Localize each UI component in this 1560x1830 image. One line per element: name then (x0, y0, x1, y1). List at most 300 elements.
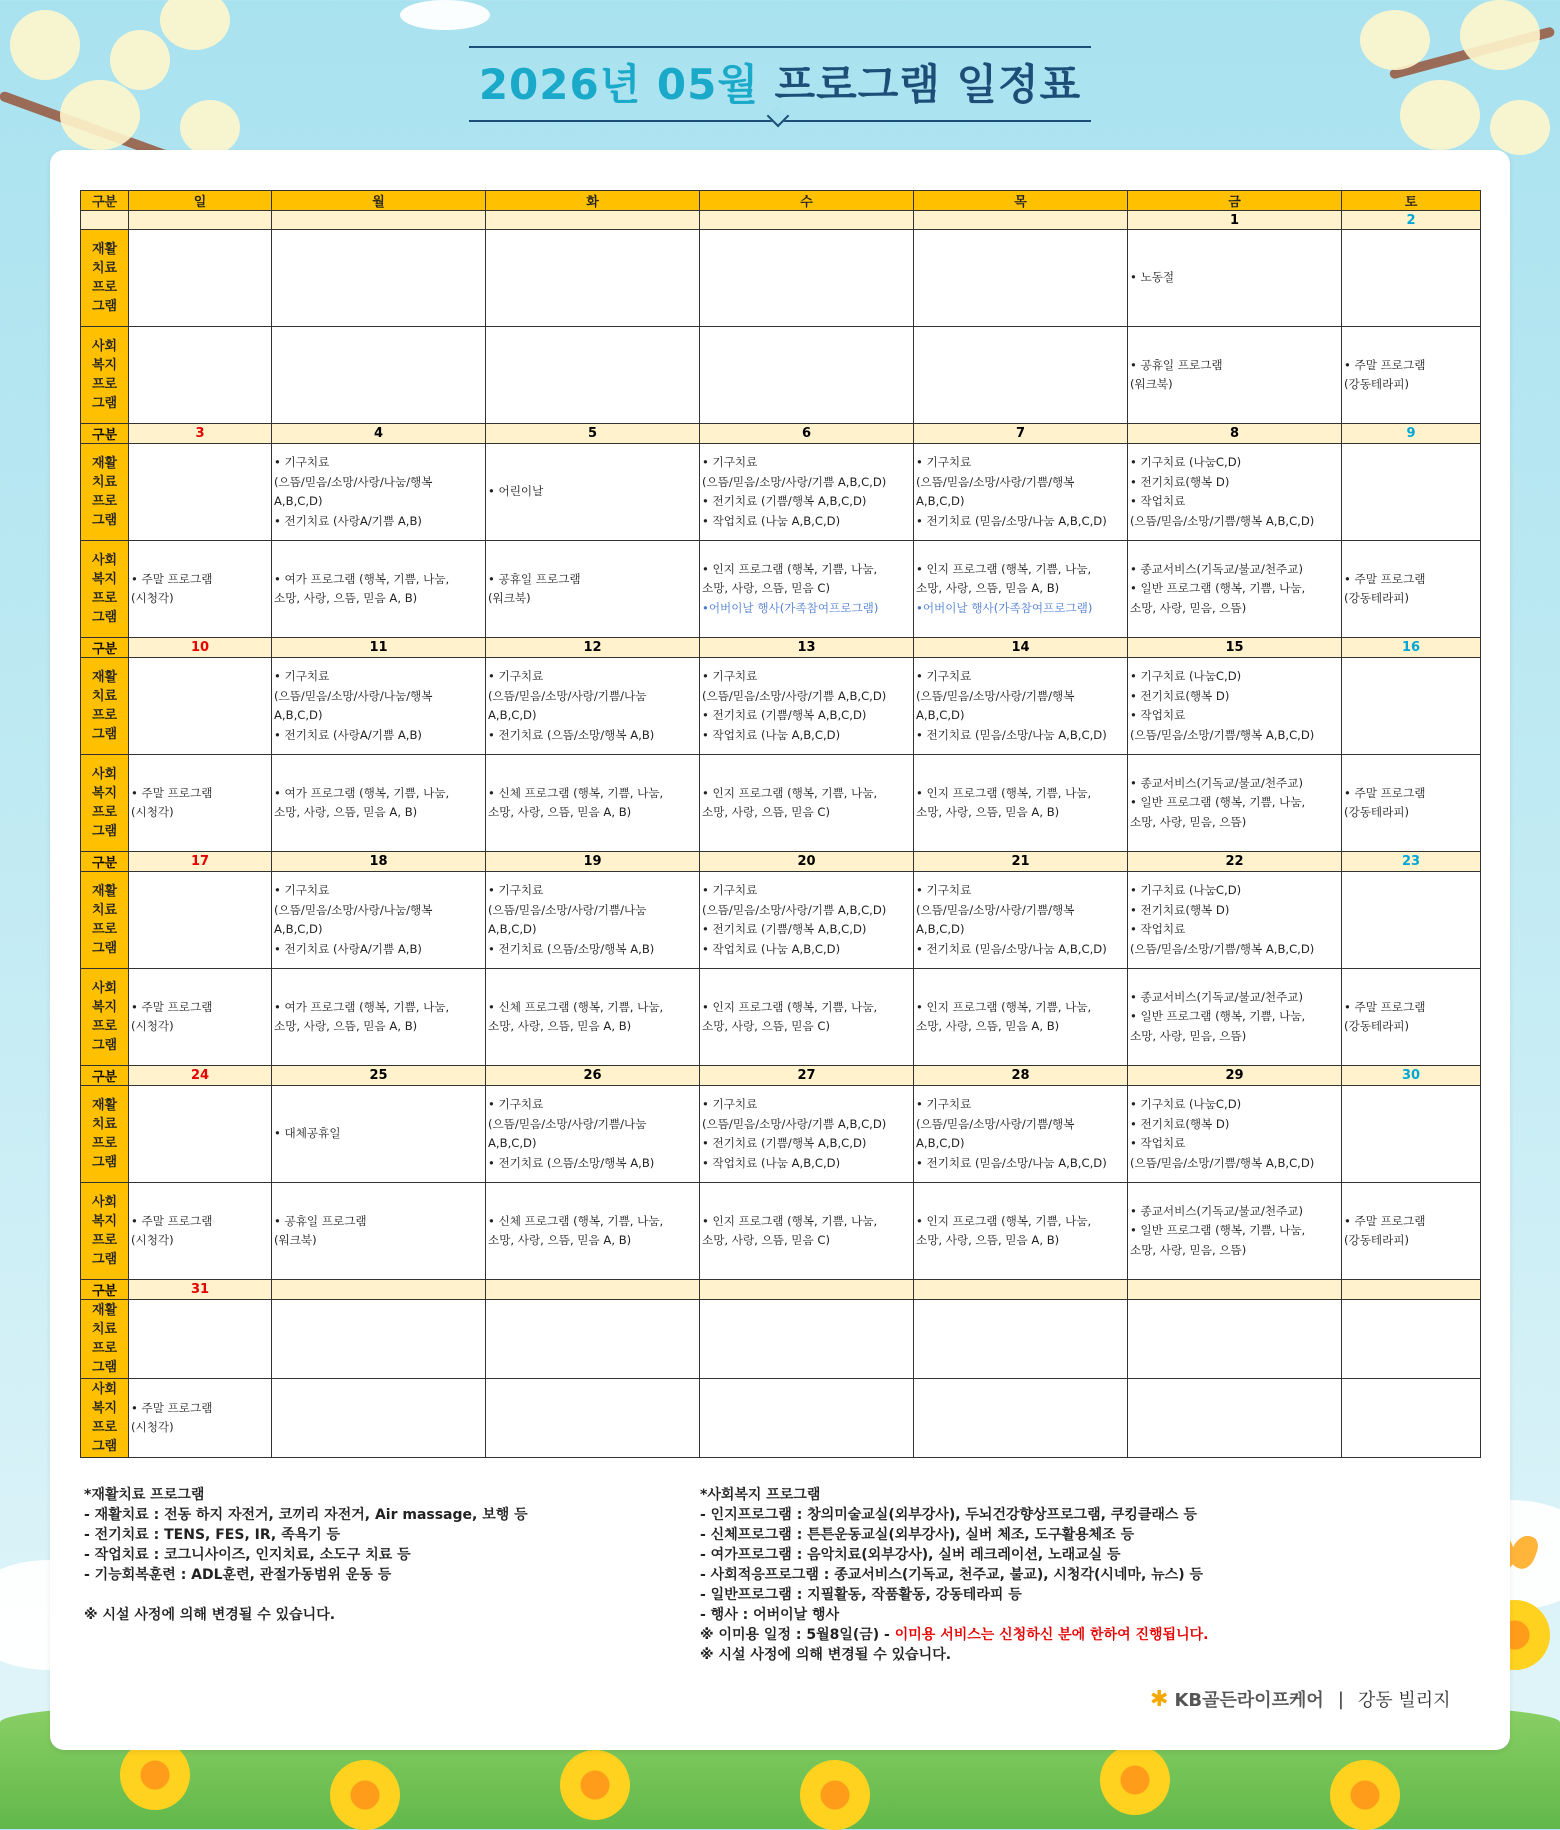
program-line: (으뜸/믿음/소망/사랑/기쁨/나눔 (488, 1116, 647, 1131)
program-line: (으뜸/믿음/소망/사랑/기쁨 A,B,C,D) (702, 688, 887, 703)
social-label-line: 프로 (91, 1019, 118, 1034)
rehab-cell (1342, 1300, 1481, 1379)
date-cell: 23 (1342, 852, 1481, 872)
header-day: 수 (700, 191, 914, 211)
program-line: 소망, 사랑, 믿음, 으뜸) (1130, 1028, 1247, 1043)
title-date: 2026년 05월 (478, 60, 759, 109)
program-line: (워크북) (488, 591, 531, 605)
rehab-label-line: 치료 (91, 903, 118, 918)
social-cell (914, 755, 1128, 852)
program-line: • 작업치료 (나눔 A,B,C,D) (702, 1155, 841, 1170)
rehab-row (81, 872, 1481, 969)
program-line: 소망, 사랑, 으뜸, 믿음 A, B) (916, 1233, 1060, 1247)
rehab-label-line: 그램 (91, 1155, 118, 1170)
rehab-cell (1128, 230, 1342, 327)
social-cell (272, 969, 486, 1066)
social-label-line: 복지 (91, 1214, 118, 1229)
social-label-line: 사회 (91, 1382, 118, 1397)
social-row (81, 1379, 1481, 1458)
program-line: (강동테라피) (1344, 1233, 1410, 1247)
program-line: (으뜸/믿음/소망/사랑/기쁨 A,B,C,D) (702, 1116, 887, 1131)
notes-social-line: - 인지프로그램 : 창의미술교실(외부강사), 두뇌건강향상프로그램, 쿠킹클래스 등 (700, 1507, 1197, 1523)
notes-social-line: - 신체프로그램 : 튼튼운동교실(외부강사), 실버 체조, 도구활용체조 등 (700, 1527, 1135, 1543)
social-row (81, 1183, 1481, 1280)
program-line: • 기구치료 (702, 669, 758, 683)
rehab-cell (272, 230, 486, 327)
program-line: 소망, 사랑, 믿음, 으뜸) (1130, 600, 1247, 615)
rehab-cell (1342, 230, 1481, 327)
program-line: • 기구치료 (702, 1097, 758, 1111)
program-line: • 전기치료 (으뜸/소망/행복 A,B) (488, 1155, 655, 1170)
cloud-decoration (400, 0, 490, 30)
program-line: • 종교서비스(기독교/불교/천주교) (1130, 1203, 1303, 1218)
rehab-cell (129, 444, 272, 541)
social-cell (700, 755, 914, 852)
date-row-gubun: 구분 (81, 852, 129, 872)
rehab-cell (272, 872, 486, 969)
program-line: A,B,C,D) (916, 708, 965, 722)
date-cell: 24 (129, 1066, 272, 1086)
social-label-line: 사회 (91, 981, 118, 996)
rehab-label-line: 치료 (91, 475, 118, 490)
social-cell (272, 327, 486, 424)
program-line: (워크북) (1130, 377, 1173, 391)
date-row-gubun (81, 211, 129, 230)
program-line: • 기구치료 (나눔C,D) (1130, 883, 1242, 897)
rehab-label-line: 치료 (91, 1322, 118, 1337)
social-cell (1128, 1183, 1342, 1280)
rehab-cell (700, 230, 914, 327)
program-line: • 주말 프로그램 (1344, 1213, 1426, 1228)
program-line: (으뜸/믿음/소망/사랑/기쁨/행복 (916, 1116, 1075, 1131)
notes-social-line: - 사회적응프로그램 : 종교서비스(기독교, 천주교, 불교), 시청각(시네마, 뉴스) 등 (700, 1567, 1203, 1583)
program-line: • 인지 프로그램 (행복, 기쁨, 나눔, (916, 785, 1092, 800)
social-row (81, 327, 1481, 424)
program-line: 소망, 사랑, 믿음, 으뜸) (1130, 814, 1247, 829)
social-cell (700, 969, 914, 1066)
program-line: • 전기치료 (믿음/소망/나눔 A,B,C,D) (916, 941, 1107, 956)
social-cell (1128, 1379, 1342, 1458)
program-line: (으뜸/믿음/소망/기쁨/행복 A,B,C,D) (1130, 727, 1315, 742)
program-line: • 신체 프로그램 (행복, 기쁨, 나눔, (488, 785, 664, 800)
social-label-line: 사회 (91, 767, 118, 782)
program-line: • 주말 프로그램 (1344, 785, 1426, 800)
date-row (81, 852, 1481, 872)
program-line: • 공휴일 프로그램 (1130, 357, 1223, 372)
program-line: 소망, 사랑, 으뜸, 믿음 A, B) (916, 1019, 1060, 1033)
program-line: 소망, 사랑, 으뜸, 믿음 A, B) (916, 805, 1060, 819)
notes-social (700, 1485, 1208, 1665)
date-cell: 9 (1342, 424, 1481, 444)
rehab-cell (129, 872, 272, 969)
date-cell: 20 (700, 852, 914, 872)
program-line: 소망, 사랑, 으뜸, 믿음 A, B) (274, 591, 418, 605)
social-label-line: 복지 (91, 1000, 118, 1015)
date-cell: 7 (914, 424, 1128, 444)
social-cell (1342, 755, 1481, 852)
program-line: 소망, 사랑, 으뜸, 믿음 A, B) (274, 805, 418, 819)
date-row-gubun: 구분 (81, 1066, 129, 1086)
date-cell: 31 (129, 1280, 272, 1300)
rehab-label-line: 그램 (91, 1360, 118, 1375)
notes-rehab-line (84, 1585, 528, 1605)
date-cell: 16 (1342, 638, 1481, 658)
rehab-row (81, 1086, 1481, 1183)
social-row-label (81, 755, 129, 852)
social-row-label (81, 327, 129, 424)
program-line: (으뜸/믿음/소망/사랑/기쁨/나눔 (488, 902, 647, 917)
social-cell (914, 969, 1128, 1066)
rehab-cell (272, 1086, 486, 1183)
date-cell (129, 211, 272, 230)
social-cell (129, 969, 272, 1066)
date-cell: 15 (1128, 638, 1342, 658)
notes-rehab-line: ※ 시설 사정에 의해 변경될 수 있습니다. (84, 1607, 336, 1623)
program-line: 소망, 사랑, 으뜸, 믿음 A, B) (916, 581, 1060, 596)
rehab-label-line: 프로 (91, 1136, 118, 1151)
date-cell: 4 (272, 424, 486, 444)
program-line: 소망, 사랑, 으뜸, 믿음 A, B) (274, 1019, 418, 1033)
social-cell (129, 1379, 272, 1458)
rehab-cell (486, 872, 700, 969)
flower-decoration (560, 1750, 630, 1820)
program-line: • 전기치료 (기쁨/행복 A,B,C,D) (702, 708, 867, 722)
date-cell: 17 (129, 852, 272, 872)
social-cell (486, 1379, 700, 1458)
program-line: • 기구치료 (916, 1097, 972, 1111)
program-line: (으뜸/믿음/소망/사랑/나눔/행복 (274, 902, 433, 917)
program-line: • 인지 프로그램 (행복, 기쁨, 나눔, (702, 1213, 878, 1228)
program-line: • 종교서비스(기독교/불교/천주교) (1130, 561, 1303, 576)
social-cell (1342, 541, 1481, 638)
program-line: • 작업치료 (나눔 A,B,C,D) (702, 941, 841, 956)
program-line: (시청각) (131, 1019, 174, 1033)
notes-social-line: - 여가프로그램 : 음악치료(외부강사), 실버 레크레이션, 노래교실 등 (700, 1547, 1121, 1563)
rehab-label-line: 재활 (91, 1098, 118, 1113)
social-cell (700, 541, 914, 638)
notes-rehab-list (84, 1485, 528, 1625)
social-label-line: 프로 (91, 805, 118, 820)
rehab-cell (914, 444, 1128, 541)
social-cell (914, 1183, 1128, 1280)
program-line: • 전기치료 (믿음/소망/나눔 A,B,C,D) (916, 1155, 1107, 1170)
program-line: A,B,C,D) (916, 494, 965, 508)
rehab-row (81, 230, 1481, 327)
program-line: • 전기치료 (기쁨/행복 A,B,C,D) (702, 494, 867, 508)
social-cell (272, 1379, 486, 1458)
social-cell (272, 541, 486, 638)
notes-social-line: - 일반프로그램 : 지필활동, 작품활동, 강동테라피 등 (700, 1587, 1022, 1603)
rehab-cell (486, 1086, 700, 1183)
social-cell (486, 969, 700, 1066)
rehab-label-line: 재활 (91, 670, 118, 685)
program-line: • 인지 프로그램 (행복, 기쁨, 나눔, (702, 561, 878, 576)
program-line: • 기구치료 (916, 455, 972, 469)
rehab-label-line: 그램 (91, 513, 118, 528)
rehab-label-line: 치료 (91, 261, 118, 276)
social-cell (272, 755, 486, 852)
program-line: • 기구치료 (나눔C,D) (1130, 455, 1242, 469)
program-line: • 기구치료 (274, 883, 330, 897)
program-line: • 주말 프로그램 (131, 785, 213, 800)
program-line: (으뜸/믿음/소망/사랑/기쁨/행복 (916, 688, 1075, 703)
date-cell (914, 211, 1128, 230)
social-label-line: 그램 (91, 396, 118, 411)
program-line: • 전기치료(행복 D) (1130, 902, 1230, 917)
rehab-label-line: 재활 (91, 884, 118, 899)
program-line: • 전기치료(행복 D) (1130, 474, 1230, 489)
event-item: •어버이날 행사(가족참여프로그램) (702, 600, 879, 615)
social-label-line: 프로 (91, 1233, 118, 1248)
flower-decoration (330, 1760, 400, 1830)
rehab-cell (129, 658, 272, 755)
notes-beauty-schedule (700, 1625, 1208, 1645)
program-line: • 기구치료 (274, 455, 330, 469)
header-day: 일 (129, 191, 272, 211)
date-row (81, 1066, 1481, 1086)
program-line: • 전기치료 (믿음/소망/나눔 A,B,C,D) (916, 727, 1107, 742)
header-day: 금 (1128, 191, 1342, 211)
social-cell (1128, 755, 1342, 852)
rehab-cell (129, 230, 272, 327)
program-line: • 종교서비스(기독교/불교/천주교) (1130, 989, 1303, 1004)
rehab-cell (700, 444, 914, 541)
rehab-label-line: 프로 (91, 922, 118, 937)
social-label-line: 프로 (91, 377, 118, 392)
header-day: 목 (914, 191, 1128, 211)
rehab-row-label (81, 872, 129, 969)
social-row (81, 541, 1481, 638)
date-cell: 19 (486, 852, 700, 872)
social-cell (272, 1183, 486, 1280)
notes-rehab (84, 1485, 528, 1625)
date-cell: 13 (700, 638, 914, 658)
social-label-line: 프로 (91, 1420, 118, 1435)
rehab-label-line: 재활 (91, 242, 118, 257)
program-line: • 작업치료 (1130, 922, 1186, 936)
social-label-line: 사회 (91, 339, 118, 354)
header-day: 화 (486, 191, 700, 211)
rehab-label-line: 그램 (91, 727, 118, 742)
date-cell (914, 1280, 1128, 1300)
program-line: A,B,C,D) (488, 708, 537, 722)
rehab-cell (1342, 444, 1481, 541)
program-line: • 어린이날 (488, 484, 544, 499)
social-cell (1342, 1183, 1481, 1280)
date-cell: 26 (486, 1066, 700, 1086)
social-cell (914, 327, 1128, 424)
rehab-cell (129, 1086, 272, 1183)
rehab-cell (486, 658, 700, 755)
rehab-label-line: 프로 (91, 280, 118, 295)
flower-decoration (1100, 1745, 1170, 1815)
rehab-row (81, 1300, 1481, 1379)
program-line: (시청각) (131, 1420, 174, 1434)
event-item: •어버이날 행사(가족참여프로그램) (916, 600, 1093, 615)
social-cell (486, 1183, 700, 1280)
program-line: • 인지 프로그램 (행복, 기쁨, 나눔, (916, 1213, 1092, 1228)
date-row (81, 211, 1481, 230)
rehab-cell (700, 872, 914, 969)
social-label-line: 복지 (91, 358, 118, 373)
footer-separator: | (1337, 1688, 1344, 1710)
program-line: • 공휴일 프로그램 (274, 1213, 367, 1228)
program-line: • 기구치료 (702, 455, 758, 469)
rehab-cell (914, 658, 1128, 755)
social-row (81, 969, 1481, 1066)
notes-social-list (700, 1485, 1208, 1625)
program-line: (강동테라피) (1344, 1019, 1410, 1033)
rehab-cell (1128, 444, 1342, 541)
program-line: • 일반 프로그램 (행복, 기쁨, 나눔, (1130, 1009, 1306, 1024)
date-row (81, 1280, 1481, 1300)
rehab-cell (129, 1300, 272, 1379)
program-line: • 전기치료 (기쁨/행복 A,B,C,D) (702, 1136, 867, 1150)
notes-rehab-line: - 전기치료 : TENS, FES, IR, 족욕기 등 (84, 1527, 341, 1543)
program-line: • 주말 프로그램 (131, 571, 213, 586)
social-cell (1128, 327, 1342, 424)
program-line: • 작업치료 (나눔 A,B,C,D) (702, 513, 841, 528)
program-line: • 공휴일 프로그램 (488, 571, 581, 586)
program-line: • 전기치료(행복 D) (1130, 688, 1230, 703)
date-row-gubun: 구분 (81, 424, 129, 444)
social-row-label (81, 1183, 129, 1280)
rehab-row (81, 658, 1481, 755)
social-label-line: 그램 (91, 610, 118, 625)
program-line: • 전기치료 (사랑A/기쁨 A,B) (274, 941, 422, 956)
program-line: (으뜸/믿음/소망/사랑/기쁨 A,B,C,D) (702, 474, 887, 489)
date-cell: 30 (1342, 1066, 1481, 1086)
social-cell (1342, 1379, 1481, 1458)
program-line: • 신체 프로그램 (행복, 기쁨, 나눔, (488, 999, 664, 1014)
program-line: • 기구치료 (702, 883, 758, 897)
program-line: • 전기치료 (기쁨/행복 A,B,C,D) (702, 922, 867, 936)
program-line: (으뜸/믿음/소망/사랑/기쁨/나눔 (488, 688, 647, 703)
program-line: • 주말 프로그램 (1344, 357, 1426, 372)
social-label-line: 복지 (91, 572, 118, 587)
program-line: A,B,C,D) (488, 922, 537, 936)
date-cell (486, 1280, 700, 1300)
date-cell: 2 (1342, 211, 1481, 230)
program-line: • 작업치료 (1130, 708, 1186, 722)
social-cell (129, 541, 272, 638)
program-line: (으뜸/믿음/소망/사랑/기쁨/행복 (916, 902, 1075, 917)
rehab-row-label (81, 230, 129, 327)
program-line: • 전기치료 (으뜸/소망/행복 A,B) (488, 941, 655, 956)
date-cell: 28 (914, 1066, 1128, 1086)
program-line: • 일반 프로그램 (행복, 기쁨, 나눔, (1130, 1223, 1306, 1238)
date-row-gubun: 구분 (81, 1280, 129, 1300)
program-line: • 작업치료 (1130, 1136, 1186, 1150)
date-cell: 6 (700, 424, 914, 444)
date-cell: 21 (914, 852, 1128, 872)
notes-rehab-line: - 재활치료 : 전동 하지 자전거, 코끼리 자전거, Air massage, 보행 등 (84, 1507, 528, 1523)
program-line: (으뜸/믿음/소망/기쁨/행복 A,B,C,D) (1130, 513, 1315, 528)
flower-decoration (120, 1740, 190, 1810)
footer-brand: KB골든라이프케어 (1174, 1690, 1324, 1711)
notes-social-line: *사회복지 프로그램 (700, 1487, 821, 1503)
program-line: A,B,C,D) (488, 1136, 537, 1150)
program-line: (시청각) (131, 591, 174, 605)
program-line: • 전기치료 (사랑A/기쁨 A,B) (274, 727, 422, 742)
program-line: • 기구치료 (488, 883, 544, 897)
rehab-cell (914, 1086, 1128, 1183)
program-line: • 여가 프로그램 (행복, 기쁨, 나눔, (274, 571, 450, 586)
date-cell: 10 (129, 638, 272, 658)
social-cell (914, 541, 1128, 638)
date-cell (700, 1280, 914, 1300)
program-line: A,B,C,D) (274, 922, 323, 936)
social-label-line: 복지 (91, 1401, 118, 1416)
program-line: • 대체공휴일 (274, 1126, 341, 1141)
program-line: • 기구치료 (488, 1097, 544, 1111)
flower-decoration (1330, 1760, 1400, 1830)
notes-rehab-line: - 작업치료 : 코그니사이즈, 인지치료, 소도구 치료 등 (84, 1547, 411, 1563)
rehab-cell (914, 1300, 1128, 1379)
program-line: • 기구치료 (나눔C,D) (1130, 1097, 1242, 1111)
date-cell (1128, 1280, 1342, 1300)
social-cell (486, 541, 700, 638)
social-cell (700, 327, 914, 424)
program-line: A,B,C,D) (274, 494, 323, 508)
rehab-row-label (81, 1300, 129, 1379)
date-row-gubun: 구분 (81, 638, 129, 658)
rehab-label-line: 프로 (91, 708, 118, 723)
program-line: (으뜸/믿음/소망/사랑/나눔/행복 (274, 474, 433, 489)
social-label-line: 프로 (91, 591, 118, 606)
social-cell (129, 1183, 272, 1280)
social-cell (700, 1183, 914, 1280)
program-line: • 전기치료 (으뜸/소망/행복 A,B) (488, 727, 655, 742)
date-cell: 3 (129, 424, 272, 444)
date-cell: 12 (486, 638, 700, 658)
rehab-cell (272, 444, 486, 541)
date-cell: 8 (1128, 424, 1342, 444)
program-line: • 기구치료 (나눔C,D) (1130, 669, 1242, 683)
program-line: • 기구치료 (274, 669, 330, 683)
rehab-cell (700, 1086, 914, 1183)
program-line: • 작업치료 (나눔 A,B,C,D) (702, 727, 841, 742)
social-cell (914, 1379, 1128, 1458)
program-line: 소망, 사랑, 으뜸, 믿음 A, B) (488, 805, 632, 819)
rehab-cell (1342, 1086, 1481, 1183)
social-cell (129, 327, 272, 424)
header-day: 토 (1342, 191, 1481, 211)
notes-rehab-line: - 기능회복훈련 : ADL훈련, 관절가동범위 운동 등 (84, 1567, 392, 1583)
program-line: • 주말 프로그램 (1344, 571, 1426, 586)
date-cell: 5 (486, 424, 700, 444)
rehab-row-label (81, 1086, 129, 1183)
program-line: 소망, 사랑, 으뜸, 믿음 C) (702, 805, 831, 819)
date-cell: 18 (272, 852, 486, 872)
social-cell (1128, 541, 1342, 638)
program-line: (으뜸/믿음/소망/사랑/기쁨/행복 (916, 474, 1075, 489)
social-cell (486, 755, 700, 852)
social-label-line: 그램 (91, 1439, 118, 1454)
social-cell (700, 1379, 914, 1458)
rehab-cell (1128, 1300, 1342, 1379)
notes-rehab-line: *재활치료 프로그램 (84, 1487, 205, 1503)
rehab-cell (486, 230, 700, 327)
date-cell (700, 211, 914, 230)
rehab-cell (272, 1300, 486, 1379)
program-line: • 인지 프로그램 (행복, 기쁨, 나눔, (916, 999, 1092, 1014)
program-line: • 종교서비스(기독교/불교/천주교) (1130, 775, 1303, 790)
schedule-table (80, 190, 1481, 1458)
program-line: A,B,C,D) (274, 708, 323, 722)
social-row (81, 755, 1481, 852)
notes-social-footnote: ※ 시설 사정에 의해 변경될 수 있습니다. (700, 1647, 952, 1663)
